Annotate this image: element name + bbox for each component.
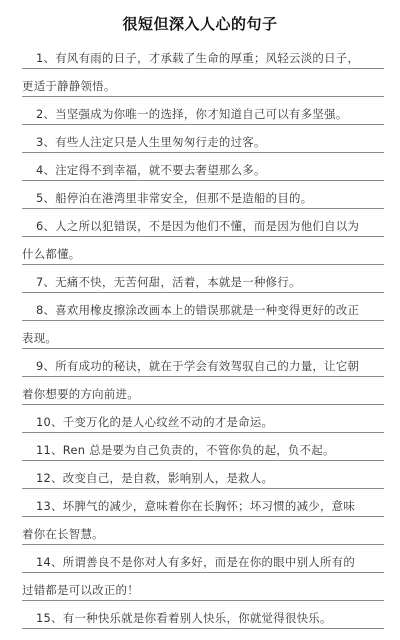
sentence-text: 过错都是可以改正的！ xyxy=(22,583,139,597)
sentence-text: 1、有风有雨的日子，才承载了生命的厚重；风轻云淡的日子， xyxy=(36,51,360,65)
sentence-text: 15、有一种快乐就是你看着别人快乐，你就觉得很快乐。 xyxy=(36,611,332,625)
sentence-text: 7、无痛不快，无苦何甜，活着，本就是一种修行。 xyxy=(36,275,301,289)
sentence-item xyxy=(22,136,384,153)
sentence-line xyxy=(22,136,384,153)
sentence-line xyxy=(22,192,384,209)
sentence-line xyxy=(22,472,384,489)
sentence-list xyxy=(22,52,384,640)
sentence-text: 3、有些人注定只是人生里匆匆行走的过客。 xyxy=(36,135,266,149)
sentence-text: 8、喜欢用橡皮擦涂改画本上的错误那就是一种变得更好的改正 xyxy=(36,303,360,317)
sentence-item xyxy=(22,472,384,489)
sentence-item xyxy=(22,192,384,209)
sentence-line xyxy=(22,528,384,545)
sentence-line xyxy=(22,248,384,265)
sentence-item xyxy=(22,612,384,629)
sentence-line xyxy=(22,584,384,601)
sentence-text: 着你在长智慧。 xyxy=(22,527,104,541)
sentence-item xyxy=(22,108,384,125)
sentence-line xyxy=(22,444,384,461)
sentence-item xyxy=(22,444,384,461)
sentence-line xyxy=(22,416,384,433)
sentence-item xyxy=(22,276,384,293)
sentence-text: 4、注定得不到幸福，就不要去奢望那么多。 xyxy=(36,163,266,177)
sentence-line xyxy=(22,220,384,237)
sentence-line xyxy=(22,388,384,405)
sentence-line xyxy=(22,276,384,293)
sentence-line xyxy=(22,556,384,573)
sentence-item xyxy=(22,52,384,97)
sentence-text: 2、当坚强成为你唯一的选择，你才知道自己可以有多坚强。 xyxy=(36,107,348,121)
sentence-text: 5、船停泊在港湾里非常安全，但那不是造船的目的。 xyxy=(36,191,313,205)
sentence-text: 6、人之所以犯错误，不是因为他们不懂，而是因为他们自以为 xyxy=(36,219,360,233)
sentence-text: 13、坏脾气的减少，意味着你在长胸怀；坏习惯的减少，意味 xyxy=(36,499,356,513)
sentence-text: 10、千变万化的是人心纹丝不动的才是命运。 xyxy=(36,415,274,429)
sentence-item xyxy=(22,304,384,349)
sentence-line xyxy=(22,612,384,629)
sentence-line xyxy=(22,360,384,377)
sentence-item xyxy=(22,556,384,601)
sentence-line xyxy=(22,332,384,349)
sentence-line xyxy=(22,304,384,321)
sentence-text: 12、改变自己，是自救，影响别人，是救人。 xyxy=(36,471,274,485)
sentence-item xyxy=(22,416,384,433)
sentence-line xyxy=(22,164,384,181)
sentence-text: 着你想要的方向前进。 xyxy=(22,387,139,401)
sentence-line xyxy=(22,52,384,69)
sentence-item xyxy=(22,220,384,265)
sentence-line xyxy=(22,80,384,97)
sentence-item xyxy=(22,360,384,405)
sentence-line xyxy=(22,500,384,517)
sentence-line xyxy=(22,108,384,125)
sentence-text: 11、Ren 总是要为自己负责的，不管你负的起，负不起。 xyxy=(36,443,335,457)
sentence-item xyxy=(22,500,384,545)
sentence-item xyxy=(22,164,384,181)
sentence-text: 14、所谓善良不是你对人有多好，而是在你的眼中别人所有的 xyxy=(36,555,356,569)
page-title: 很短但深入人心的句子 xyxy=(122,15,278,33)
sentence-text: 9、所有成功的秘诀，就在于学会有效驾驭自己的力量，让它朝 xyxy=(36,359,360,373)
sentence-text: 更适于静静领悟。 xyxy=(22,79,116,93)
sentence-text: 表现。 xyxy=(22,331,58,345)
sentence-text: 什么都懂。 xyxy=(22,247,81,261)
